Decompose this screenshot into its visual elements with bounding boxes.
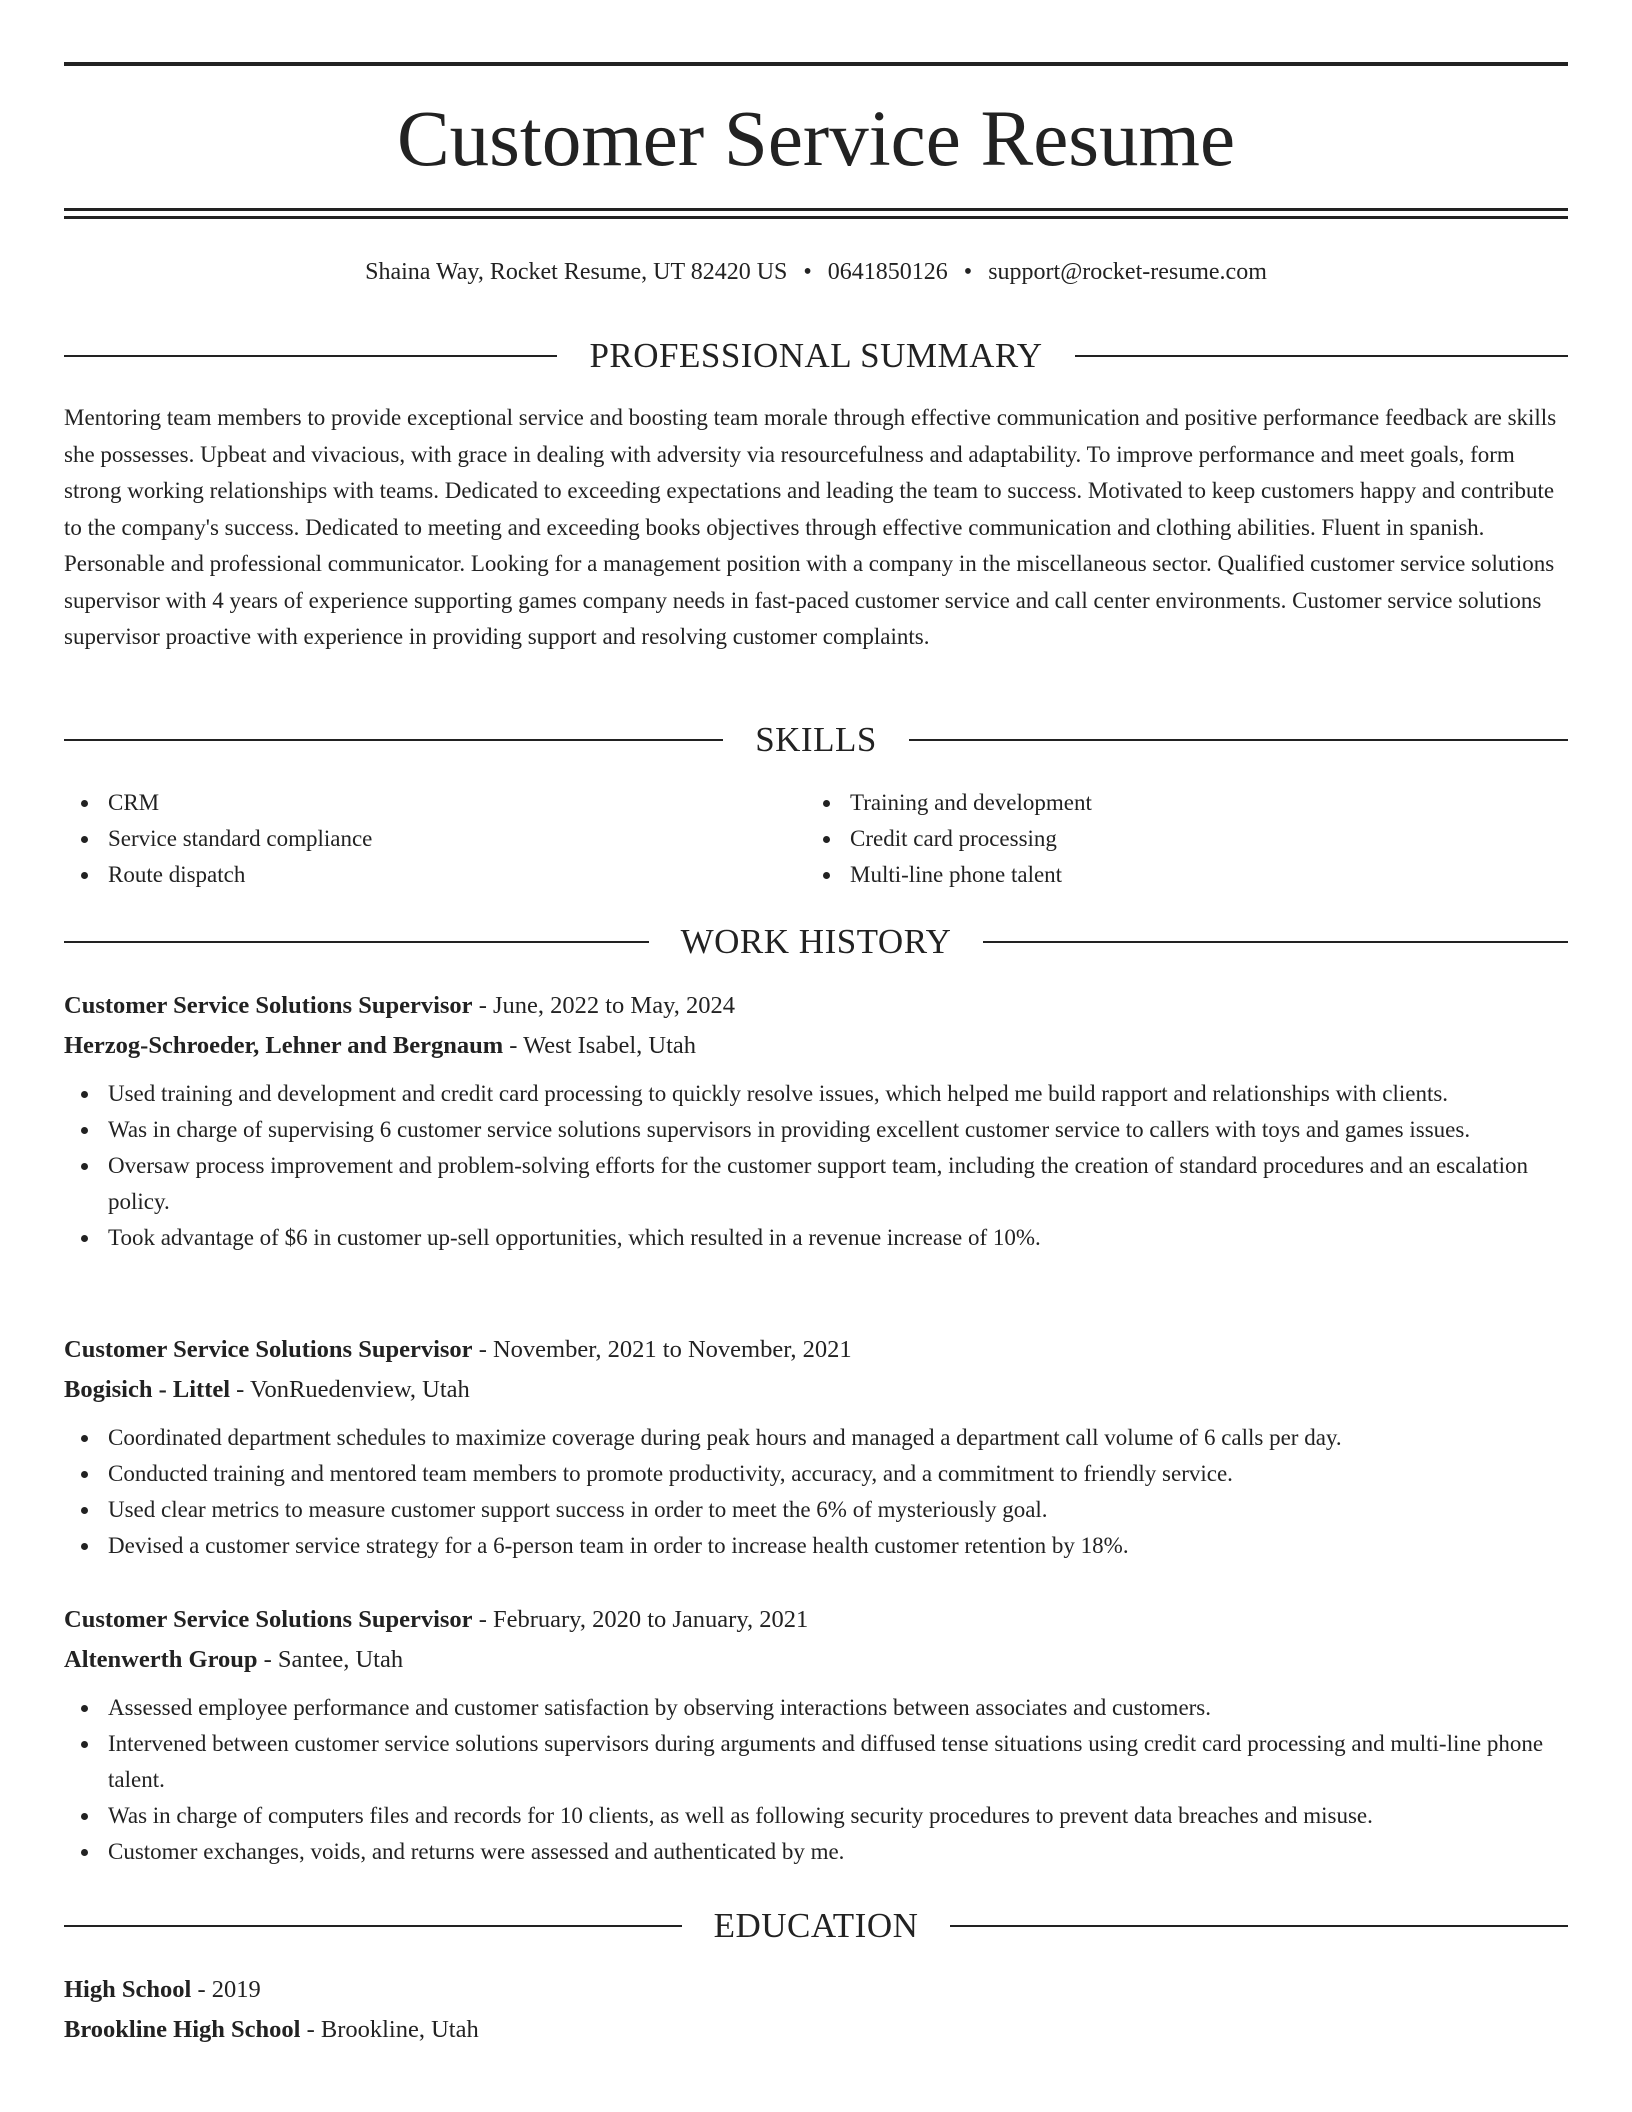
- skill-item: Multi-line phone talent: [806, 857, 1548, 893]
- job-bullet: Used training and development and credit card processing to quickly resolve issues, which helped me build rapport and relationships with clients.: [64, 1076, 1568, 1112]
- skill-item: Route dispatch: [64, 857, 806, 893]
- heading-rule: [64, 739, 723, 741]
- title-rule-lower: [64, 216, 1568, 219]
- skill-item: Credit card processing: [806, 821, 1548, 857]
- section-title: WORK HISTORY: [680, 922, 952, 961]
- job-bullet: Oversaw process improvement and problem-solving efforts for the customer support team, including the creation of standard procedures and an escalation policy.: [64, 1148, 1568, 1220]
- education-degree: High School: [64, 1976, 192, 2003]
- job-bullet: Coordinated department schedules to maximize coverage during peak hours and managed a department call volume of 6 calls per day.: [64, 1420, 1568, 1456]
- section-heading-work-history: [64, 920, 1568, 964]
- job-entry: [64, 1600, 1568, 1870]
- summary-text: Mentoring team members to provide exceptional service and boosting team morale through effective communication and positive performance feedback are skills she possesses. Upbeat and vivacious, with grace in dealing with adversity via resourcefulness and adaptability. To improve performance and meet goals, form strong working relationships with teams. Dedicated to exceeding expectations and leading the team to success. Motivated to keep customers happy and contribute to the company's success. Dedicated to meeting and exceeding books objectives through effective communication and clothing abilities. Fluent in spanish. Personable and professional communicator. Looking for a management position with a company in the miscellaneous sector. Qualified customer service solutions supervisor with 4 years of experience supporting games company needs in fast-paced customer service and call center environments. Customer service solutions supervisor proactive with experience in providing support and resolving customer complaints.: [64, 405, 1557, 649]
- job-entry: [64, 986, 1568, 1256]
- education-degree-line: [64, 1970, 1568, 2010]
- skills-column-left: [64, 785, 806, 893]
- job-bullet: Assessed employee performance and customer satisfaction by observing interactions between associates and customers.: [64, 1690, 1568, 1726]
- job-dates: - June, 2022 to May, 2024: [472, 992, 736, 1019]
- skills-column-right: [806, 785, 1548, 893]
- contact-separator: •: [963, 259, 973, 285]
- heading-rule: [950, 1925, 1568, 1927]
- job-company-line: [64, 1640, 1568, 1680]
- job-company: Altenwerth Group: [64, 1646, 258, 1673]
- job-company: Herzog-Schroeder, Lehner and Bergnaum: [64, 1032, 504, 1059]
- job-bullet: Was in charge of supervising 6 customer service solutions supervisors in providing excellent customer service to callers with toys and games issues.: [64, 1112, 1568, 1148]
- skill-item: Training and development: [806, 785, 1548, 821]
- contact-email[interactable]: support@rocket-resume.com: [988, 259, 1267, 285]
- job-title: Customer Service Solutions Supervisor: [64, 992, 473, 1019]
- job-bullet: Devised a customer service strategy for a 6-person team in order to increase health customer retention by 18%.: [64, 1528, 1568, 1564]
- section-heading-skills: [64, 718, 1568, 762]
- heading-rule: [64, 355, 557, 357]
- job-bullets: [64, 1076, 1568, 1256]
- education-entry: [64, 1970, 1568, 2050]
- heading-rule: [64, 1925, 682, 1927]
- heading-rule: [64, 941, 649, 943]
- heading-rule: [909, 739, 1568, 741]
- skill-item: Service standard compliance: [64, 821, 806, 857]
- job-bullet: Conducted training and mentored team members to promote productivity, accuracy, and a commitment to friendly service.: [64, 1456, 1568, 1492]
- section-title: PROFESSIONAL SUMMARY: [589, 336, 1043, 375]
- resume-title: Customer Service Resume: [396, 96, 1236, 183]
- job-company-line: [64, 1370, 1568, 1410]
- section-heading-summary: [64, 334, 1568, 378]
- section-heading-education: [64, 1904, 1568, 1948]
- contact-separator: •: [803, 259, 812, 285]
- job-location: - VonRuedenview, Utah: [230, 1376, 470, 1403]
- top-rule: [64, 62, 1568, 66]
- heading-rule: [1075, 355, 1568, 357]
- education-school-line: [64, 2010, 1568, 2050]
- job-location: - West Isabel, Utah: [503, 1032, 697, 1059]
- job-company-line: [64, 1026, 1568, 1066]
- education-location: - Brookline, Utah: [300, 2016, 479, 2043]
- job-location: - Santee, Utah: [257, 1646, 404, 1673]
- job-title-line: [64, 986, 1568, 1026]
- title-rule-upper: [64, 208, 1568, 211]
- heading-rule: [983, 941, 1568, 943]
- contact-address: Shaina Way, Rocket Resume, UT 82420 US: [365, 259, 788, 285]
- job-bullet: Was in charge of computers files and records for 10 clients, as well as following security procedures to prevent data breaches and misuse.: [64, 1798, 1568, 1834]
- contact-line: [64, 255, 1568, 289]
- job-dates: - November, 2021 to November, 2021: [472, 1336, 852, 1363]
- job-bullet: Used clear metrics to measure customer support success in order to meet the 6% of mysteriously goal.: [64, 1492, 1568, 1528]
- skills-list: [64, 785, 1568, 893]
- job-company: Bogisich - Littel: [64, 1376, 231, 1403]
- job-title-line: [64, 1600, 1568, 1640]
- job-title: Customer Service Solutions Supervisor: [64, 1336, 473, 1363]
- job-entry: [64, 1330, 1568, 1564]
- section-title: SKILLS: [755, 720, 877, 759]
- job-bullets: [64, 1690, 1568, 1870]
- job-title-line: [64, 1330, 1568, 1370]
- job-bullets: [64, 1420, 1568, 1564]
- education-year: - 2019: [191, 1976, 261, 2003]
- contact-phone: 0641850126: [827, 259, 948, 285]
- job-title: Customer Service Solutions Supervisor: [64, 1606, 473, 1633]
- job-dates: - February, 2020 to January, 2021: [472, 1606, 809, 1633]
- job-bullet: Took advantage of $6 in customer up-sell opportunities, which resulted in a revenue increase of 10%.: [64, 1220, 1568, 1256]
- job-bullet: Customer exchanges, voids, and returns were assessed and authenticated by me.: [64, 1834, 1568, 1870]
- skill-item: CRM: [64, 785, 806, 821]
- job-bullet: Intervened between customer service solutions supervisors during arguments and diffused tense situations using credit card processing and multi-line phone talent.: [64, 1726, 1568, 1798]
- section-title: EDUCATION: [713, 1906, 919, 1945]
- education-school: Brookline High School: [64, 2016, 301, 2043]
